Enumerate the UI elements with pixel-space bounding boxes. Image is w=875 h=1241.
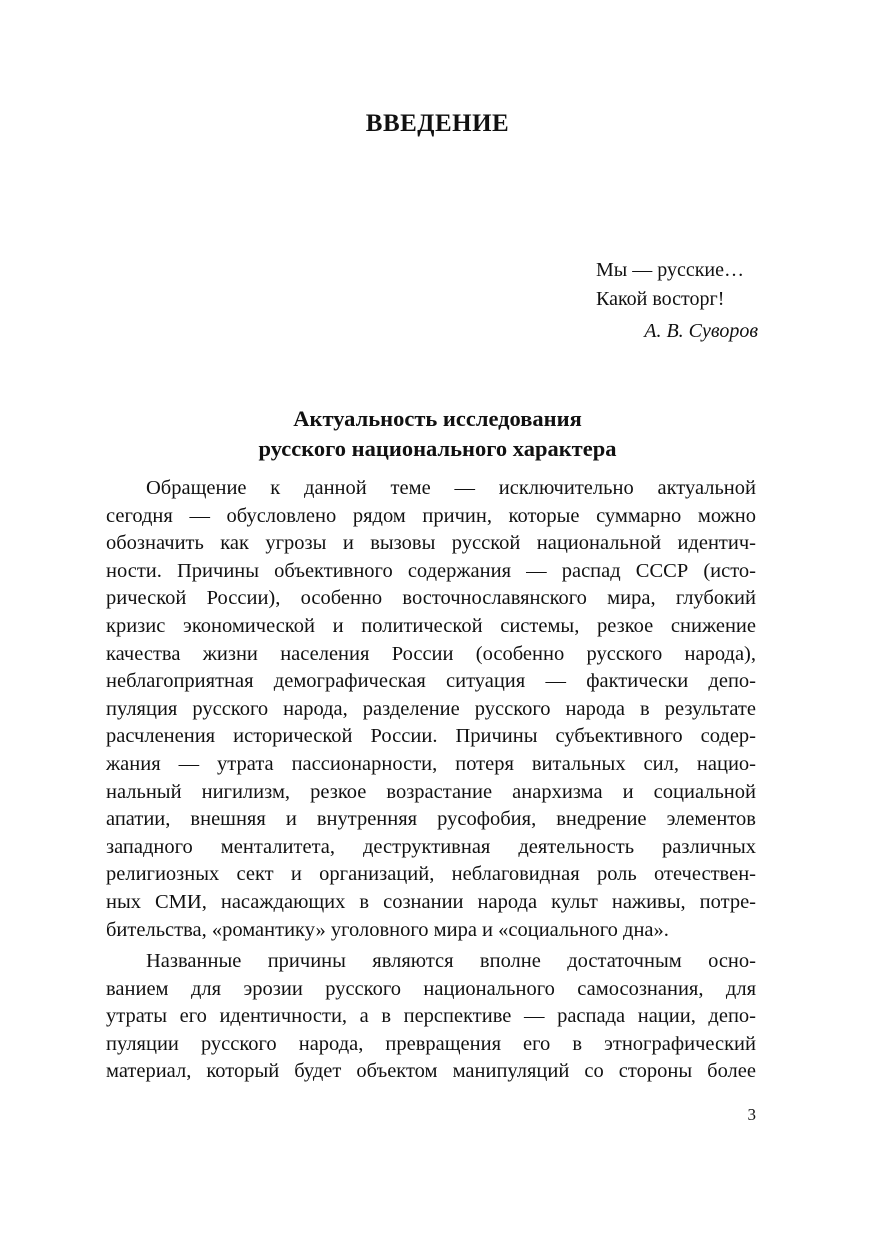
text-line: апатии, внешняя и внутренняя русофобия, внедрение элементов xyxy=(106,808,756,831)
text-line: ванием для эрозии русского национального самосознания, для xyxy=(106,977,756,1000)
text-line: пуляция русского народа, разделение русского народа в результате xyxy=(106,697,756,720)
body-text xyxy=(106,475,756,1090)
paragraph-1 xyxy=(106,475,756,944)
text-line: кризис экономической и политической системы, резкое снижение xyxy=(106,614,756,637)
text-line: материал, который будет объектом манипуляций со стороны более xyxy=(106,1060,756,1083)
section-heading xyxy=(0,404,875,464)
text-line: расчленения исторической России. Причины субъективного содер- xyxy=(106,725,756,748)
page-number: 3 xyxy=(747,1105,756,1124)
epigraph-author: А. В. Суворов xyxy=(644,320,758,342)
text-line: сегодня — обусловлено рядом причин, которые суммарно можно xyxy=(106,504,756,527)
text-line: неблагоприятная демографическая ситуация — фактически депо- xyxy=(106,670,756,693)
text-line: рической России), особенно восточнославянского мира, глубокий xyxy=(106,587,756,610)
text-line: бительства, «романтику» уголовного мира и «социального дна». xyxy=(106,918,669,941)
text-line: западного менталитета, деструктивная деятельность различных xyxy=(106,835,756,858)
section-heading-line: русского национального характера xyxy=(258,436,617,461)
text-line: обозначить как угрозы и вызовы русской национальной идентич- xyxy=(106,532,756,555)
epigraph xyxy=(596,256,758,346)
text-line: нальный нигилизм, резкое возрастание анархизма и социальной xyxy=(106,780,756,803)
section-heading-line: Актуальность исследования xyxy=(293,406,582,431)
text-line: Обращение к данной теме — исключительно актуальной xyxy=(146,477,756,499)
text-line: жания — утрата пассионарности, потеря витальных сил, нацио- xyxy=(106,752,756,775)
text-line: утраты его идентичности, а в перспективе — распада нации, депо- xyxy=(106,1005,756,1028)
text-line: пуляции русского народа, превращения его в этнографический xyxy=(106,1032,756,1055)
page-title: ВВЕДЕНИЕ xyxy=(365,110,510,137)
epigraph-line: Мы — русские… xyxy=(596,259,745,281)
text-line: Названные причины являются вполне достаточным осно- xyxy=(146,950,756,973)
text-line: религиозных сект и организаций, неблаговидная роль отечествен- xyxy=(106,863,756,886)
epigraph-line: Какой восторг! xyxy=(596,288,725,310)
text-line: качества жизни населения России (особенно русского народа), xyxy=(106,642,756,665)
text-line: ности. Причины объективного содержания — распад СССР (исто- xyxy=(106,559,756,582)
text-line: ных СМИ, насаждающих в сознании народа культ наживы, потре- xyxy=(106,890,756,913)
paragraph-2 xyxy=(106,948,756,1086)
